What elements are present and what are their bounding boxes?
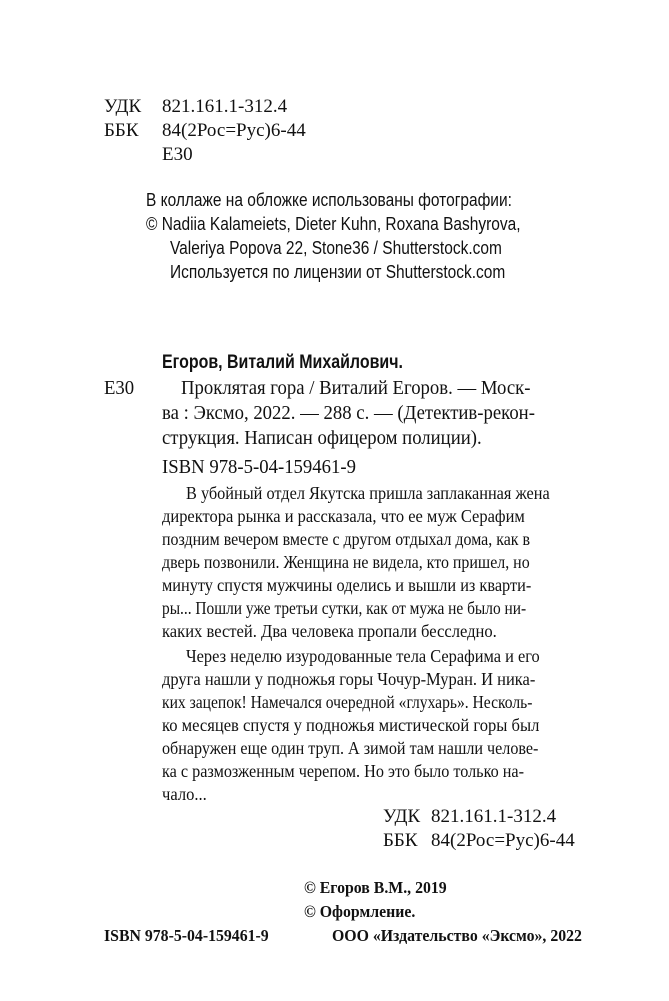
author-mark: Е30: [104, 378, 135, 399]
annotation-line: ры... Пошли уже третьи сутки, как от мужа не было ни-: [162, 598, 527, 618]
copyright-author: © Егоров В.М., 2019: [304, 878, 447, 897]
annotation-line: дверь позвонили. Женщина не видела, кто пришел, но: [162, 552, 530, 572]
udk-value: 821.161.1-312.4: [162, 96, 288, 117]
author-name: Егоров, Виталий Михайлович.: [162, 352, 403, 373]
udk-value-bottom: 821.161.1-312.4: [431, 806, 557, 827]
credit-line: Valeriya Popova 22, Stone36 / Shutterstock.com: [170, 238, 502, 258]
copyright-publisher: ООО «Издательство «Эксмо», 2022: [332, 926, 582, 945]
copyright-design: © Оформление.: [304, 902, 416, 921]
annotation-line: чало...: [162, 784, 207, 804]
annotation-line: минуту спустя мужчины оделись и вышли из кварти-: [162, 575, 532, 595]
bbk-value-bottom: 84(2Рос=Рус)6-44: [431, 830, 575, 851]
credit-line: В коллаже на обложке использованы фотографии:: [146, 190, 512, 210]
bib-line: Проклятая гора / Виталий Егоров. — Моск-: [181, 378, 531, 399]
credit-line: Используется по лицензии от Shutterstock.com: [170, 262, 506, 282]
annotation-line: друга нашли у подножья горы Чочур-Муран. И ника-: [162, 669, 536, 689]
annotation-line: поздним вечером вместе с другом отдыхал дома, как в: [162, 529, 531, 549]
author-mark-top: Е30: [162, 144, 193, 165]
annotation-line: ких зацепок! Намечался очередной «глухарь». Несколь-: [162, 692, 533, 712]
annotation-line: обнаружен еще один труп. А зимой там нашли челове-: [162, 738, 539, 758]
annotation-line: директора рынка и рассказала, что ее муж Серафим: [162, 506, 525, 526]
bbk-value: 84(2Рос=Рус)6-44: [162, 120, 306, 141]
annotation-line: каких вестей. Два человека пропали бесследно.: [162, 621, 497, 641]
annotation-line: Через неделю изуродованные тела Серафима и его: [186, 646, 540, 666]
udk-label: УДК: [104, 96, 142, 117]
bib-line: ва : Эксмо, 2022. — 288 с. — (Детектив-рекон-: [162, 403, 535, 424]
bib-line: струкция. Написан офицером полиции).: [162, 428, 482, 449]
udk-label-bottom: УДК: [383, 806, 421, 827]
bbk-label: ББК: [104, 120, 139, 141]
credit-line: © Nadiia Kalameiets, Dieter Kuhn, Roxana Bashyrova,: [146, 214, 521, 234]
annotation-line: ко месяцев спустя у подножья мистической горы был: [162, 715, 540, 735]
bbk-label-bottom: ББК: [383, 830, 418, 851]
annotation-line: ка с размозженным черепом. Но это было только на-: [162, 761, 525, 781]
isbn-record: ISBN 978-5-04-159461-9: [162, 457, 356, 478]
annotation-line: В убойный отдел Якутска пришла заплаканная жена: [186, 483, 550, 503]
isbn-bottom: ISBN 978-5-04-159461-9: [104, 926, 269, 945]
